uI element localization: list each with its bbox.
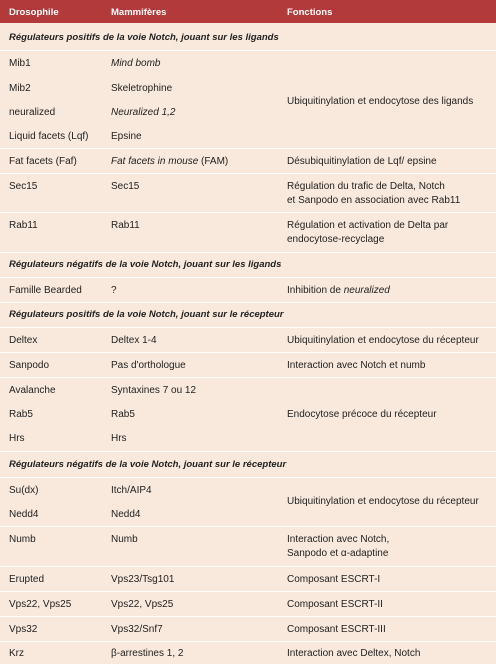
drosophila-cell: Sanpodo <box>9 360 50 371</box>
function-cell: Endocytose précoce du récepteur <box>287 409 437 420</box>
function-cell-line2: et Sanpodo en association avec Rab11 <box>287 195 461 206</box>
drosophila-cell: Vps32 <box>9 624 38 635</box>
function-cell: Ubiquitinylation et endocytose du récepteur <box>287 335 479 346</box>
drosophila-cell: Nedd4 <box>9 509 39 520</box>
mammal-cell: Vps22, Vps25 <box>111 599 174 610</box>
function-cell: Ubiquitinylation et endocytose du récepteur <box>287 496 479 507</box>
function-cell <box>287 284 492 298</box>
row-separator <box>0 277 496 278</box>
mammal-cell: Vps32/Snf7 <box>111 624 163 635</box>
row-separator <box>0 302 496 303</box>
drosophila-cell: Erupted <box>9 574 45 585</box>
header-drosophile: Drosophile <box>9 7 59 18</box>
function-cell: Composant ESCRT-I <box>287 574 381 585</box>
row-separator <box>0 477 496 478</box>
section-negative-receptor: Régulateurs négatifs de la voie Notch, jouant sur le récepteur <box>9 459 287 470</box>
function-cell: Composant ESCRT-III <box>287 624 386 635</box>
mammal-cell: Itch/AIP4 <box>111 485 152 496</box>
function-cell: Composant ESCRT-II <box>287 599 383 610</box>
function-cell-text: Inhibition de <box>287 285 344 296</box>
mammal-cell: Neuralized 1,2 <box>111 107 176 118</box>
mammal-cell: Rab11 <box>111 220 140 231</box>
drosophila-cell: Su(dx) <box>9 485 39 496</box>
mammal-cell: Vps23/Tsg101 <box>111 574 175 585</box>
mammal-cell <box>111 155 281 169</box>
header-fonctions: Fonctions <box>287 7 333 18</box>
row-separator <box>0 526 496 527</box>
mammal-cell: Mind bomb <box>111 58 161 69</box>
mammal-cell: Sec15 <box>111 181 140 192</box>
drosophila-cell: Vps22, Vps25 <box>9 599 72 610</box>
function-cell-line2: Sanpodo et α-adaptine <box>287 548 389 559</box>
section-negative-ligands: Régulateurs négatifs de la voie Notch, jouant sur les ligands <box>9 259 282 270</box>
row-separator <box>0 252 496 253</box>
mammal-cell: Epsine <box>111 131 142 142</box>
drosophila-cell: neuralized <box>9 107 56 118</box>
drosophila-cell: Avalanche <box>9 385 56 396</box>
header-mammiferes: Mammifères <box>111 7 167 18</box>
mammal-cell: Hrs <box>111 433 127 444</box>
drosophila-cell: Mib1 <box>9 58 31 69</box>
mammal-cell: Nedd4 <box>111 509 141 520</box>
section-positive-ligands: Régulateurs positifs de la voie Notch, jouant sur les ligands <box>9 32 279 43</box>
drosophila-cell: Famille Bearded <box>9 285 82 296</box>
function-cell: Interaction avec Deltex, Notch <box>287 648 421 659</box>
function-cell: Ubiquitinylation et endocytose des ligands <box>287 96 474 107</box>
mammal-cell-rest: (FAM) <box>198 156 229 167</box>
drosophila-cell: Sec15 <box>9 181 38 192</box>
mammal-cell: Deltex 1-4 <box>111 335 157 346</box>
mammal-cell-italic: Fat facets in mouse <box>111 156 199 167</box>
drosophila-cell: Fat facets (Faf) <box>9 156 77 167</box>
drosophila-cell: Numb <box>9 534 36 545</box>
section-positive-receptor: Régulateurs positifs de la voie Notch, jouant sur le récepteur <box>9 309 284 320</box>
row-separator <box>0 327 496 328</box>
drosophila-cell: Krz <box>9 648 24 659</box>
row-separator <box>0 148 496 149</box>
mammal-cell: ? <box>111 285 117 296</box>
drosophila-cell: Liquid facets (Lqf) <box>9 131 89 142</box>
drosophila-cell: Deltex <box>9 335 38 346</box>
mammal-cell: Pas d'orthologue <box>111 360 186 371</box>
row-separator <box>0 377 496 378</box>
drosophila-cell: Rab5 <box>9 409 33 420</box>
mammal-cell: Rab5 <box>111 409 135 420</box>
drosophila-cell: Rab11 <box>9 220 38 231</box>
function-cell: Interaction avec Notch et numb <box>287 360 426 371</box>
function-cell-italic: neuralized <box>343 285 390 296</box>
function-cell-line1: Régulation du trafic de Delta, Notch <box>287 181 445 192</box>
table-header <box>0 0 496 23</box>
row-separator <box>0 352 496 353</box>
row-separator <box>0 451 496 452</box>
mammal-cell: Numb <box>111 534 138 545</box>
function-cell: Désubiquitinylation de Lqf/ epsine <box>287 156 437 167</box>
drosophila-cell: Hrs <box>9 433 25 444</box>
row-separator <box>0 173 496 174</box>
row-separator <box>0 50 496 51</box>
mammal-cell: Syntaxines 7 ou 12 <box>111 385 197 396</box>
function-cell-line2: endocytose-recyclage <box>287 234 385 245</box>
row-separator <box>0 591 496 592</box>
function-cell-line1: Interaction avec Notch, <box>287 534 390 545</box>
drosophila-cell: Mib2 <box>9 83 31 94</box>
row-separator <box>0 212 496 213</box>
row-separator <box>0 566 496 567</box>
row-separator <box>0 641 496 642</box>
mammal-cell: Skeletrophine <box>111 83 173 94</box>
row-separator <box>0 616 496 617</box>
mammal-cell: β-arrestines 1, 2 <box>111 648 184 659</box>
function-cell-line1: Régulation et activation de Delta par <box>287 220 449 231</box>
